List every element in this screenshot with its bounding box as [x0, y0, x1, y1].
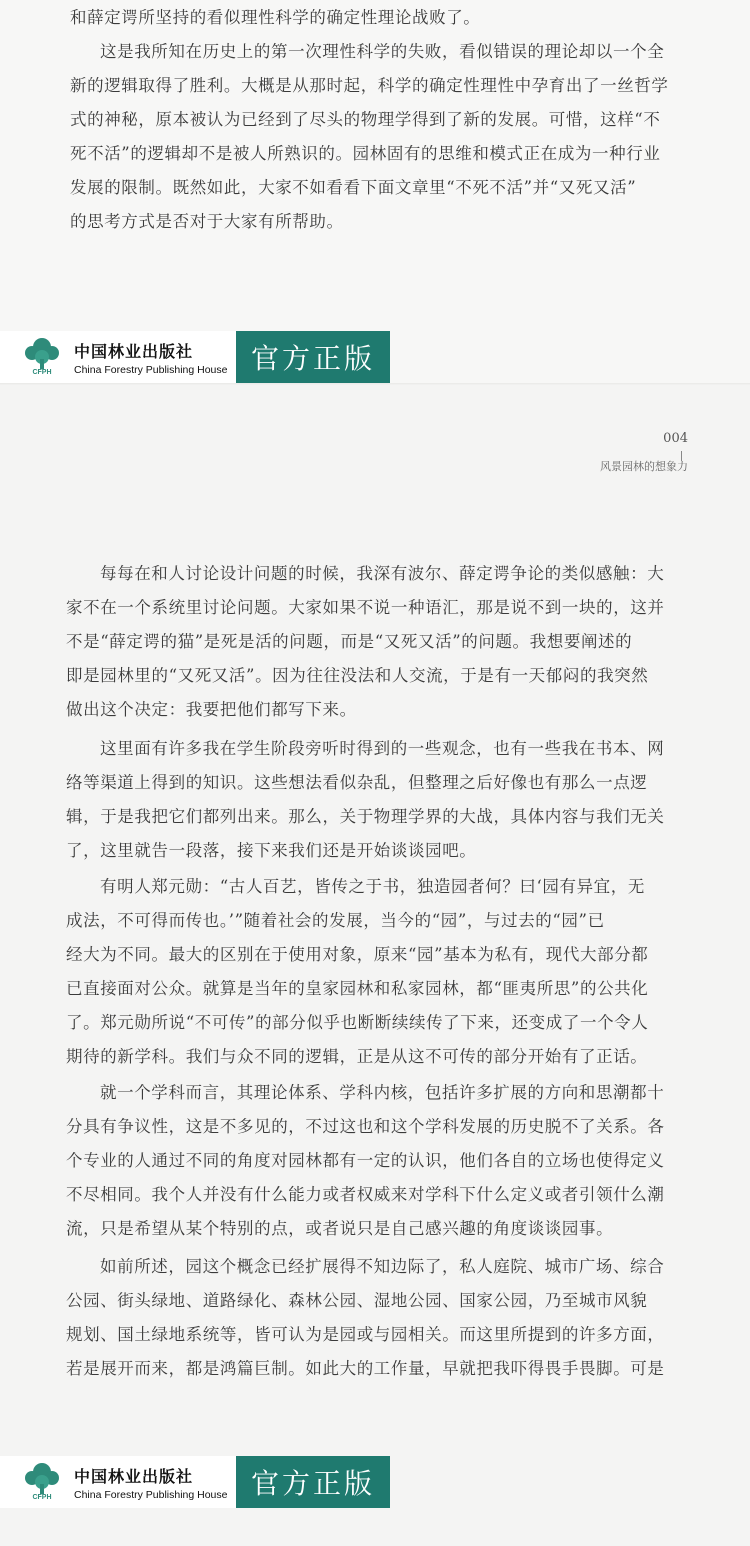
text-line: 已直接面对公众。就算是当年的皇家园林和私家园林，都“匪夷所思”的公共化: [66, 979, 649, 998]
tree-icon: [20, 1460, 64, 1504]
text-line: 不是“薛定谔的猫”是死是活的问题，而是“又死又活”的问题。我想要阐述的: [66, 632, 633, 651]
page-number-text: 004: [663, 431, 688, 446]
text-line: 若是展开而来，都是鸿篇巨制。如此大的工作量，早就把我吓得畏手畏脚。可是: [66, 1359, 665, 1378]
text-line: 公园、街头绿地、道路绿化、森林公园、湿地公园、国家公园，乃至城市风貌: [66, 1291, 648, 1310]
text-line: 家不在一个系统里讨论问题。大家如果不说一种语汇，那是说不到一块的，这并: [66, 598, 665, 617]
page-top: [0, 0, 750, 385]
text-line: 这里面有许多我在学生阶段旁听时得到的一些观念，也有一些我在书本、网: [100, 739, 665, 758]
text-line: 做出这个决定：我要把他们都写下来。: [66, 700, 357, 719]
text-line: 新的逻辑取得了胜利。大概是从那时起，科学的确定性理性中孕育出了一丝哲学: [70, 76, 669, 95]
text-line: 络等渠道上得到的知识。这些想法看似杂乱，但整理之后好像也有那么一点逻: [66, 773, 648, 792]
publisher-name-en: China Forestry Publishing House: [74, 1488, 228, 1501]
text-line: 规划、国土绿地系统等，皆可认为是园或与园相关。而这里所提到的许多方面，: [66, 1325, 665, 1344]
text-line: 分具有争议性，这是不多见的，不过这也和这个学科发展的历史脱不了关系。各: [66, 1117, 665, 1136]
text-line: 不尽相同。我个人并没有什么能力或者权威来对学科下什么定义或者引领什么潮: [66, 1185, 665, 1204]
text-line: 即是园林里的“又死又活”。因为往往没法和人交流，于是有一天郁闷的我突然: [66, 666, 649, 685]
text-line: 个专业的人通过不同的角度对园林都有一定的认识，他们各自的立场也使得定义: [66, 1151, 665, 1170]
text-line: 如前所述，园这个概念已经扩展得不知边际了，私人庭院、城市广场、综合: [100, 1257, 665, 1276]
page-bottom: [0, 385, 750, 1546]
official-badge: 官方正版: [236, 1456, 390, 1508]
text-line: 成法，不可得而传也。’”随着社会的发展，当今的“园”，与过去的“园”已: [66, 911, 605, 930]
publisher-name-cn: 中国林业出版社: [74, 1466, 194, 1486]
text-line: 辑，于是我把它们都列出来。那么，关于物理学界的大战，具体内容与我们无关: [66, 807, 665, 826]
official-banner: [0, 1456, 390, 1508]
text-line: 式的神秘，原本被认为已经到了尽头的物理学得到了新的发展。可惜，这样“不: [70, 110, 661, 129]
text-line: 和薛定谔所坚持的看似理性科学的确定性理论战败了。: [70, 8, 481, 27]
text-line: 了，这里就告一段落，接下来我们还是开始谈谈园吧。: [66, 841, 477, 860]
text-line: 死不活”的逻辑却不是被人所熟识的。园林固有的思维和模式正在成为一种行业: [70, 144, 661, 163]
text-line: 发展的限制。既然如此，大家不如看看下面文章里“不死不活”并“又死又活”: [70, 178, 637, 197]
text-line: 期待的新学科。我们与众不同的逻辑，正是从这不可传的部分开始有了正话。: [66, 1047, 648, 1066]
text-line: 的思考方式是否对于大家有所帮助。: [70, 212, 344, 231]
page-number: [663, 431, 688, 446]
publisher-name-en: China Forestry Publishing House: [74, 363, 228, 376]
text-line: 有明人郑元勋：“古人百艺，皆传之于书，独造园者何？曰‘园有异宜，无: [100, 877, 645, 896]
official-badge: 官方正版: [236, 331, 390, 383]
official-banner: [0, 331, 390, 383]
text-line: 就一个学科而言，其理论体系、学科内核，包括许多扩展的方向和思潮都十: [100, 1083, 665, 1102]
text-line: 每每在和人讨论设计问题的时候，我深有波尔、薛定谔争论的类似感触：大: [100, 564, 665, 583]
text-line: 了。郑元勋所说“不可传”的部分似乎也断断续续传了下来，还变成了一个令人: [66, 1013, 649, 1032]
publisher-logo: [0, 331, 236, 383]
logo-abbr: CFPH: [32, 369, 52, 376]
publisher-logo: [0, 1456, 236, 1508]
publisher-name-cn: 中国林业出版社: [74, 341, 194, 361]
text-line: 这是我所知在历史上的第一次理性科学的失败，看似错误的理论却以一个全: [100, 42, 665, 61]
logo-abbr: CFPH: [32, 1494, 52, 1501]
tree-icon: [20, 335, 64, 379]
running-head: 风景园林的想象力: [600, 460, 688, 473]
text-line: 流，只是希望从某个特别的点，或者说只是自己感兴趣的角度谈谈园事。: [66, 1219, 614, 1238]
text-line: 经大为不同。最大的区别在于使用对象，原来“园”基本为私有，现代大部分都: [66, 945, 649, 964]
